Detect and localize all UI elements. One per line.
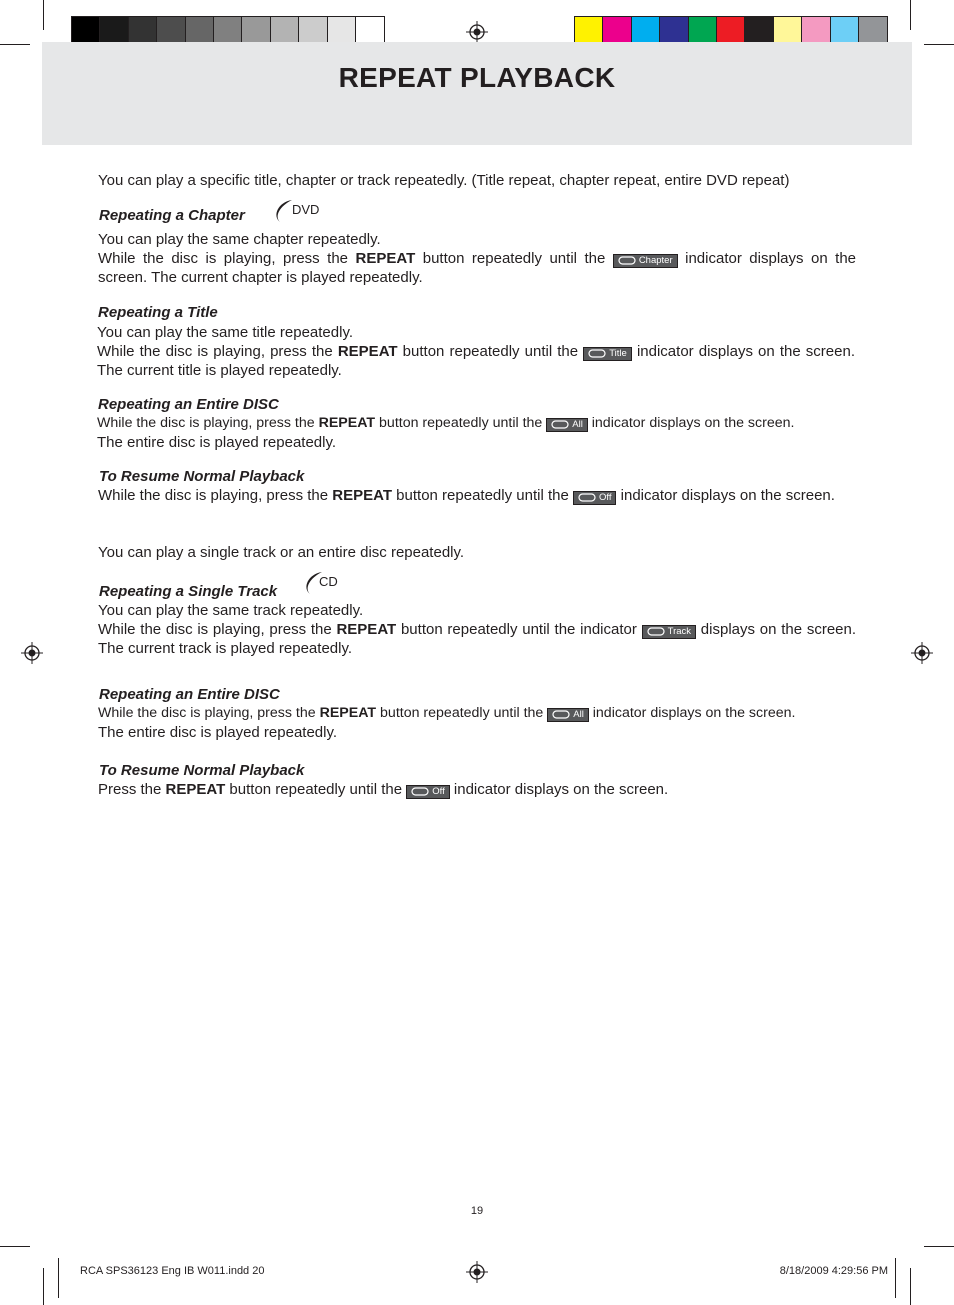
indicator-label: Off	[598, 491, 612, 503]
text-segment: While the disc is playing, press the	[97, 415, 319, 431]
text-segment: button repeatedly until the	[375, 415, 547, 431]
chapter-line1: You can play the same chapter repeatedly.	[98, 231, 381, 248]
page-title: REPEAT PLAYBACK	[338, 62, 616, 93]
color-swatch	[157, 17, 185, 45]
text-segment: indicator displays on the screen.	[587, 415, 795, 431]
text-segment: Press the	[98, 781, 166, 798]
dvd-resume-instructions	[98, 486, 856, 505]
indicator-label: Off	[432, 785, 445, 797]
cd-disc-logo	[298, 568, 348, 598]
text-segment: While the disc is playing, press the	[98, 705, 320, 721]
color-swatch	[100, 17, 128, 45]
text-segment: indicator displays on the screen. The current chapter is played repeatedly.	[98, 250, 857, 286]
indicator-label: All	[572, 418, 583, 430]
registration-mark-icon	[466, 21, 488, 43]
track-line1: You can play the same track repeatedly.	[98, 602, 364, 619]
repeat-button-label: REPEAT	[336, 621, 397, 638]
section-heading-repeat-disc: Repeating an Entire DISC	[98, 396, 279, 413]
repeat-loop-icon	[552, 710, 570, 719]
color-swatch	[242, 17, 270, 45]
text-segment: indicator displays on the screen.	[620, 487, 835, 504]
color-swatch	[299, 17, 327, 45]
color-swatch	[214, 17, 242, 45]
cd-intro: You can play a single track or an entire disc repeatedly.	[98, 544, 465, 561]
text-segment: button repeatedly until the	[392, 487, 573, 504]
text-segment: While the disc is playing, press the	[97, 343, 338, 360]
crop-mark	[910, 0, 911, 30]
title-instructions	[97, 342, 855, 380]
repeat-off-indicator	[406, 785, 450, 799]
color-swatch	[802, 17, 830, 45]
repeat-button-label: REPEAT	[337, 343, 398, 360]
repeat-button-label: REPEAT	[318, 415, 376, 431]
repeat-loop-icon	[411, 787, 429, 796]
color-swatch	[859, 17, 887, 45]
section-heading-resume-normal: To Resume Normal Playback	[99, 762, 305, 779]
section-heading-repeat-track: Repeating a Single Track	[99, 583, 278, 600]
repeat-all-indicator	[547, 708, 589, 722]
repeat-button-label: REPEAT	[332, 487, 393, 504]
repeat-button-label: REPEAT	[319, 705, 377, 721]
repeat-off-indicator	[573, 491, 617, 505]
color-swatch	[328, 17, 356, 45]
dvd-logo-text: DVD	[292, 202, 320, 217]
footer-datetime: 8/18/2009 4:29:56 PM	[779, 1265, 888, 1277]
color-swatch	[689, 17, 717, 45]
title-line1: You can play the same title repeatedly.	[97, 324, 353, 341]
indicator-label: Title	[609, 347, 627, 359]
color-swatch	[774, 17, 802, 45]
dvd-disc-instructions	[97, 414, 859, 433]
footer-file-info: RCA SPS36123 Eng IB W011.indd 20	[80, 1265, 265, 1277]
cd-disc-instructions	[98, 704, 860, 723]
repeat-loop-icon	[578, 493, 596, 502]
section-heading-repeat-chapter: Repeating a Chapter	[99, 207, 245, 224]
color-swatch	[186, 17, 214, 45]
repeat-all-indicator	[546, 418, 588, 432]
repeat-button-label: REPEAT	[165, 781, 226, 798]
color-swatch	[745, 17, 773, 45]
section-heading-repeat-title: Repeating a Title	[98, 304, 218, 321]
repeat-title-indicator	[583, 347, 632, 361]
text-segment: button repeatedly until the	[415, 250, 613, 267]
track-instructions	[98, 620, 856, 658]
text-segment: indicator displays on the screen.	[453, 781, 669, 798]
color-swatch	[831, 17, 859, 45]
repeat-track-indicator	[642, 625, 696, 639]
color-swatch	[660, 17, 688, 45]
color-swatch	[632, 17, 660, 45]
crop-mark	[0, 1246, 30, 1247]
crop-mark	[58, 1258, 59, 1298]
repeat-button-label: REPEAT	[355, 250, 416, 267]
registration-mark-icon	[466, 1261, 488, 1283]
page-number: 19	[470, 1205, 484, 1217]
color-swatch	[129, 17, 157, 45]
text-segment: indicator displays on the screen.	[588, 705, 796, 721]
cd-logo-text: CD	[319, 574, 338, 589]
color-swatch	[356, 17, 384, 45]
repeat-loop-icon	[647, 627, 665, 636]
crop-mark	[43, 1268, 44, 1305]
dvd-intro: You can play a specific title, chapter or track repeatedly. (Title repeat, chapter repeat, entire DVD repeat)	[98, 172, 790, 189]
section-heading-repeat-disc: Repeating an Entire DISC	[99, 686, 280, 703]
cd-resume-instructions	[98, 780, 856, 799]
cd-disc-line2: The entire disc is played repeatedly.	[98, 724, 338, 741]
text-segment: displays on the screen. The current track is played repeatedly.	[98, 621, 857, 657]
text-segment: button repeatedly until the indicator	[396, 621, 642, 638]
section-heading-resume-normal: To Resume Normal Playback	[99, 468, 305, 485]
text-segment: indicator displays on the screen. The current title is played repeatedly.	[97, 343, 855, 379]
crop-mark	[0, 44, 30, 45]
crop-mark	[895, 1258, 896, 1298]
repeat-loop-icon	[588, 349, 606, 358]
color-swatch	[271, 17, 299, 45]
dvd-disc-line2: The entire disc is played repeatedly.	[97, 434, 337, 451]
registration-mark-icon	[21, 642, 43, 664]
text-segment: While the disc is playing, press the	[98, 621, 337, 638]
dvd-disc-logo	[268, 196, 328, 226]
color-swatch	[717, 17, 745, 45]
indicator-label: All	[573, 708, 584, 720]
text-segment: button repeatedly until the	[376, 705, 548, 721]
indicator-label: Track	[667, 625, 692, 637]
color-swatch	[575, 17, 603, 45]
text-segment: button repeatedly until the	[397, 343, 584, 360]
color-swatch	[72, 17, 100, 45]
repeat-loop-icon	[618, 256, 636, 265]
crop-mark	[924, 44, 954, 45]
color-swatch	[603, 17, 631, 45]
text-segment: button repeatedly until the	[225, 781, 407, 798]
chapter-instructions	[98, 249, 856, 287]
crop-mark	[910, 1268, 911, 1305]
registration-mark-icon	[911, 642, 933, 664]
repeat-chapter-indicator	[613, 254, 678, 268]
indicator-label: Chapter	[638, 254, 673, 266]
crop-mark	[924, 1246, 954, 1247]
text-segment: While the disc is playing, press the	[98, 487, 333, 504]
text-segment: While the disc is playing, press the	[98, 250, 356, 267]
crop-mark	[43, 0, 44, 30]
repeat-loop-icon	[551, 420, 569, 429]
